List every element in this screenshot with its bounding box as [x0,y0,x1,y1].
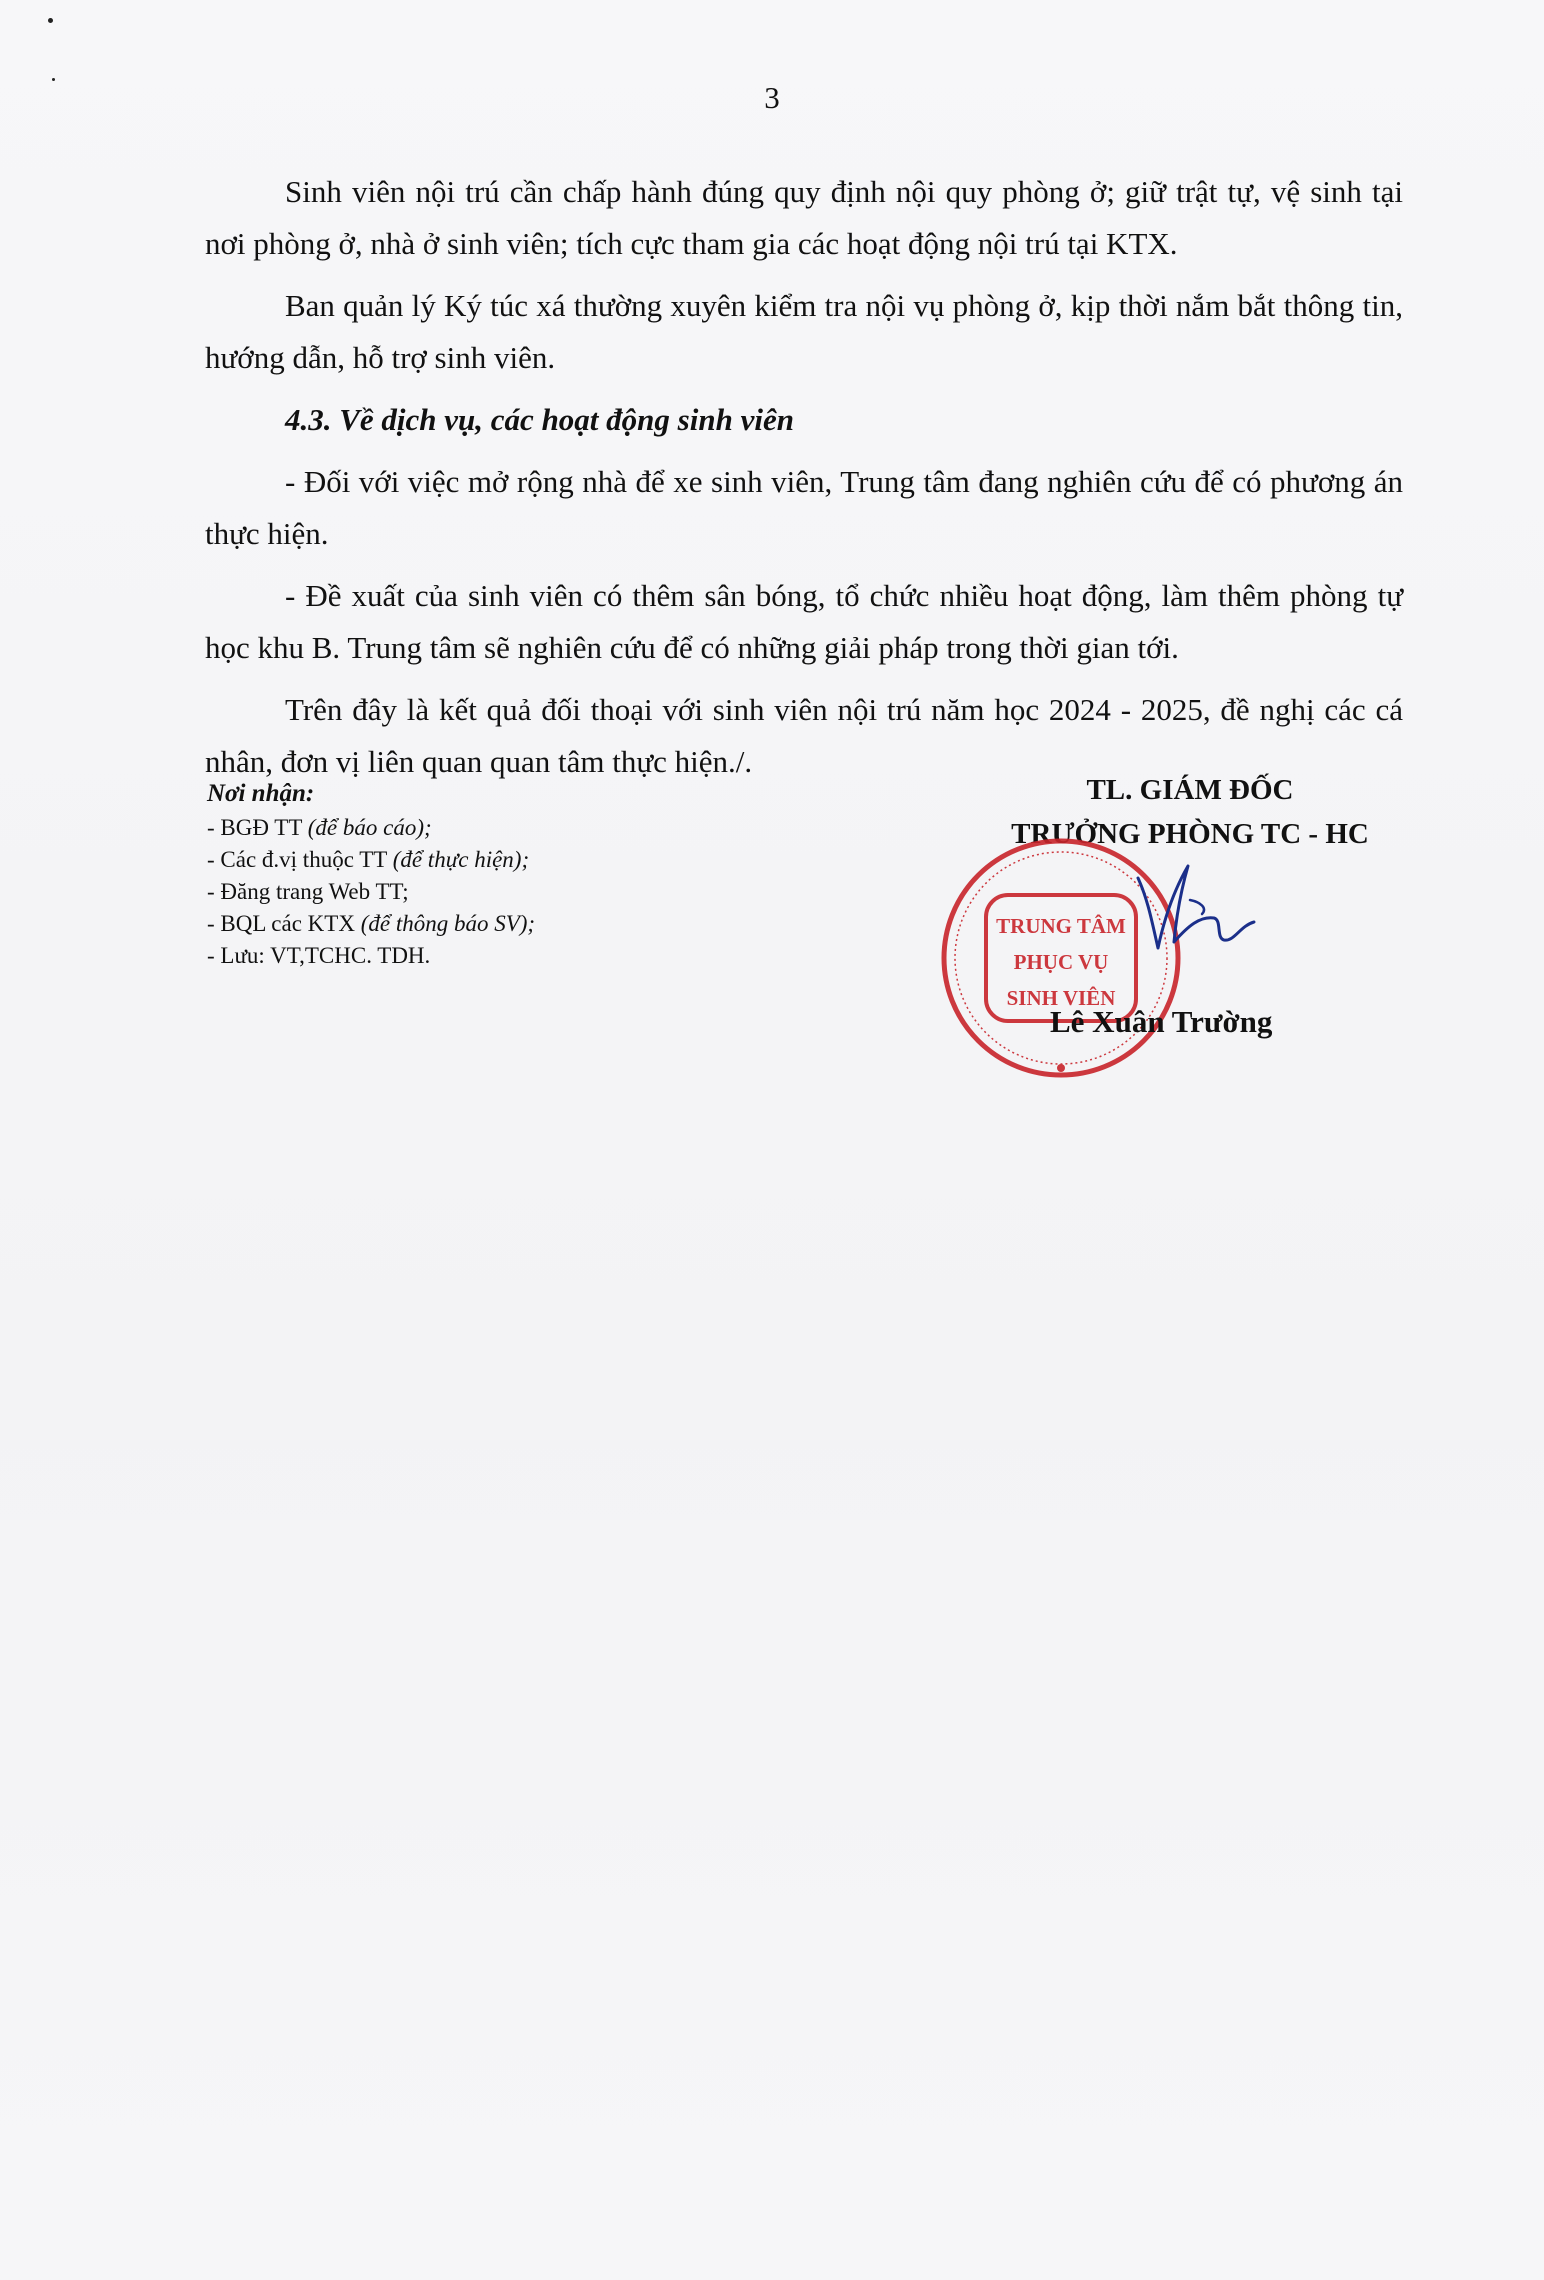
scan-speck [48,18,53,23]
recipient-item [207,844,707,876]
signature-authority-line: TL. GIÁM ĐỐC [1086,774,1294,806]
recipient-item [207,876,707,908]
signature-position-line: TRƯỞNG PHÒNG TC - HC [1011,818,1369,850]
paragraph-dormitory-rules: Sinh viên nội trú cần chấp hành đúng quy định nội quy phòng ở; giữ trật tự, vệ sinh tại nơi phòng ở, nhà ở sinh viên; tích cực tham gia các hoạt động nội trú tại KTX. [205,174,1403,261]
recipients-block [207,778,707,972]
recipient-text: - BGĐ TT [207,815,308,840]
handwritten-signature [1130,860,1260,970]
recipient-note: (để báo cáo); [307,815,432,840]
stamp-line-2: PHỤC VỤ [1013,950,1109,974]
document-body [205,166,1403,798]
paragraph-conclusion: Trên đây là kết quả đối thoại với sinh viên nội trú năm học 2024 - 2025, đề nghị các cá nhân, đơn vị liên quan quan tâm thực hiện./. [205,692,1403,779]
stamp-line-1: TRUNG TÂM [996,914,1126,938]
recipient-item [207,908,707,940]
recipients-title: Nơi nhận: [207,780,315,807]
recipient-text: - Đăng trang Web TT; [207,879,409,904]
page-number: 3 [764,80,780,115]
paragraph-parking: - Đối với việc mở rộng nhà để xe sinh viên, Trung tâm đang nghiên cứu để có phương án thực hiện. [205,464,1403,551]
recipient-note: (để thông báo SV); [360,911,536,936]
recipient-item [207,812,707,844]
section-heading-4-3: 4.3. Về dịch vụ, các hoạt động sinh viên [285,402,794,437]
recipient-item [207,940,707,972]
paragraph-student-proposal: - Đề xuất của sinh viên có thêm sân bóng, tổ chức nhiều hoạt động, làm thêm phòng tự học khu B. Trung tâm sẽ nghiên cứu để có những giải pháp trong thời gian tới. [205,578,1403,665]
recipient-text: - Lưu: VT,TCHC. TDH. [207,943,431,968]
recipient-text: - BQL các KTX [207,911,361,936]
recipient-text: - Các đ.vị thuộc TT [207,847,393,872]
signer-name: Lê Xuân Trường [1050,1004,1273,1039]
stamp-line-3: SINH VIÊN [1006,986,1116,1010]
recipient-note: (để thực hiện); [392,847,530,872]
paragraph-dorm-management: Ban quản lý Ký túc xá thường xuyên kiểm tra nội vụ phòng ở, kịp thời nắm bắt thông tin, hướng dẫn, hỗ trợ sinh viên. [205,288,1403,375]
